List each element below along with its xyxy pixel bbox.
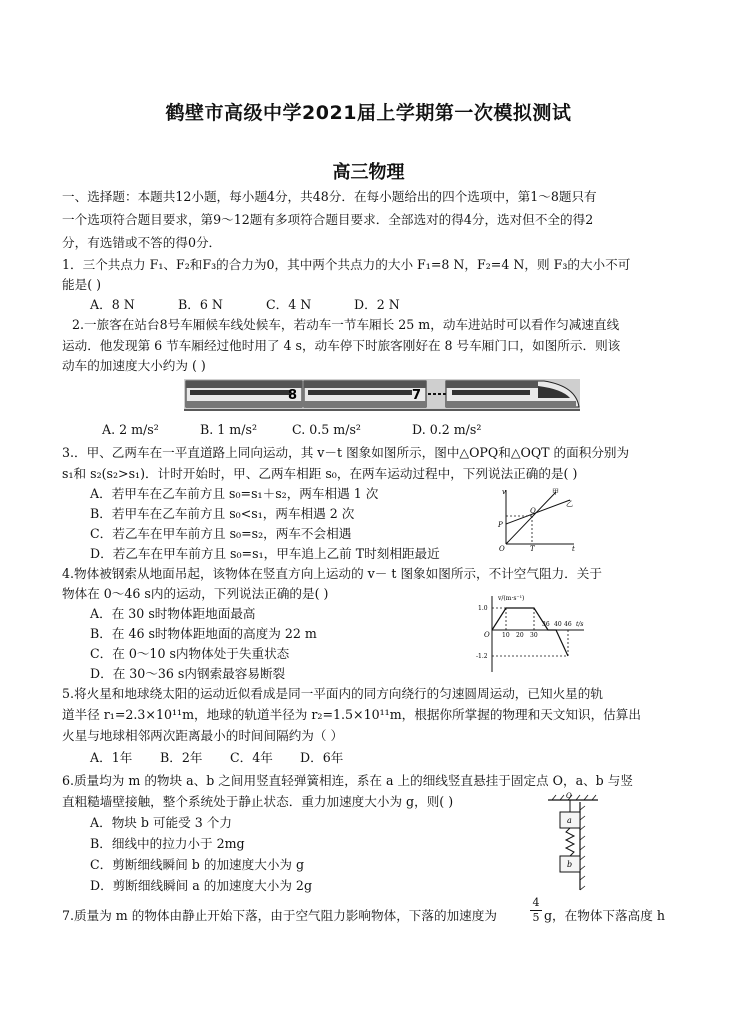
- train-figure: [184, 376, 580, 412]
- q7-line-end: g，在物体下落高度 h: [544, 908, 665, 923]
- q6-line-2: 直粗糙墙壁接触，整个系统处于静止状态．重力加速度大小为 g，则( ): [62, 794, 454, 809]
- q2-options: [102, 420, 512, 440]
- q1-option-b: B．6 N: [178, 297, 223, 312]
- intro-line-1: 一、选择题：本题共12小题，每小题4分，共48分．在每小题给出的四个选项中，第1～8题只有: [62, 189, 597, 204]
- q3-option-c: C．若乙车在甲车前方且 s₀=s₂，两车不会相遇: [90, 526, 352, 541]
- q4-tick-36: 36: [542, 621, 550, 628]
- q2-line-3: 动车的加速度大小约为 ( ): [62, 358, 206, 373]
- q5-line-3: 火星与地球相邻两次距离最小的时间间隔约为（ ）: [62, 728, 344, 743]
- q3-label-yi: 乙: [566, 500, 573, 508]
- q2-line-1: 2.一旅客在站台8号车厢候车线处候车，若动车一节车厢长 25 m，动车进站时可以看作匀减速直线: [72, 317, 620, 332]
- q4-tick-10: 10: [502, 632, 510, 639]
- q3-label-v: v: [502, 488, 506, 496]
- intro-line-3: 分，有选错或不答的得0分．: [62, 235, 222, 250]
- q3-label-t: t: [572, 545, 575, 552]
- q2-option-a: A. 2 m/s²: [102, 422, 159, 437]
- q2-option-d: D. 0.2 m/s²: [412, 422, 482, 437]
- q4-option-d: D．在 30～36 s内钢索最容易断裂: [90, 666, 286, 681]
- q6-label-b: b: [567, 860, 573, 869]
- q1-option-a: A．8 N: [90, 297, 135, 312]
- q4-tick-46: 46: [564, 621, 572, 628]
- train-head-car: [446, 381, 579, 407]
- q3-label-P: P: [498, 521, 503, 529]
- q2-line-2: 运动．他发现第 6 节车厢经过他时用了 4 s，动车停下时旅客刚好在 8 号车厢门口，如图所示．则该: [62, 338, 621, 353]
- car-label-7: 7: [412, 388, 422, 403]
- q6-line-1: 6.质量均为 m 的物块 a、b 之间用竖直轻弹簧相连，系在 a 上的细线竖直悬挂于固定点 O，a、b 与竖: [62, 773, 633, 788]
- q4-label-O: O: [484, 631, 490, 639]
- q1-line-1: 1．三个共点力 F₁、F₂和F₃的合力为0，其中两个共点力的大小 F₁=8 N，F₂=4 N，则 F₃的大小不可: [62, 257, 631, 272]
- q3-label-Q: Q: [530, 507, 536, 515]
- q4-label-axis: v/(m·s⁻¹): [498, 595, 525, 602]
- q6-option-d: D．剪断细线瞬间 a 的加速度大小为 2g: [90, 878, 313, 893]
- q7-line-start: 7.质量为 m 的物体由静止开始下落，由于空气阻力影响物体，下落的加速度为: [62, 908, 497, 923]
- q3-label-T: T: [530, 545, 535, 552]
- q3-line-yi: [506, 500, 570, 524]
- q6-label-a: a: [567, 816, 572, 825]
- q6-label-O: O: [566, 792, 572, 800]
- q3-option-a: A．若甲车在乙车前方且 s₀=s₁＋s₂，两车相遇 1 次: [90, 486, 379, 501]
- q6-option-a: A．物块 b 可能受 3 个力: [90, 815, 232, 830]
- q5-options: [90, 748, 366, 768]
- q4-line-2: 物体在 0～46 s内的运动，下列说法正确的是( ): [62, 586, 329, 601]
- q3-option-b: B．若甲车在乙车前方且 s₀<s₁，两车相遇 2 次: [90, 506, 355, 521]
- q5-option-b: B．2年: [160, 750, 203, 765]
- exam-subtitle: 高三物理: [332, 162, 405, 183]
- q6-ceiling-hatch: [552, 795, 596, 800]
- q4-vt-graph: [476, 592, 588, 676]
- train-car-8: [186, 381, 302, 407]
- q4-label-bottom: -1.2: [476, 653, 488, 660]
- q4-option-a: A．在 30 s时物体距地面最高: [90, 606, 256, 621]
- q6-option-c: C．剪断细线瞬间 b 的加速度大小为 g: [90, 857, 305, 872]
- q3-option-d: D．若乙车在甲车前方且 s₀=s₁，甲车追上乙前 T时刻相距最近: [90, 546, 440, 561]
- q5-line-2: 道半径 r₁=2.3×10¹¹m，地球的轨道半径为 r₂=1.5×10¹¹m，根据你所掌握的物理和天文知识，估算出: [62, 707, 641, 722]
- q3-label-O: O: [499, 545, 505, 552]
- q6-spring: [566, 828, 574, 856]
- q6-option-b: B．细线中的拉力小于 2mg: [90, 836, 245, 851]
- q6-block-figure: [540, 792, 600, 892]
- q4-tick-40: 40: [554, 621, 562, 628]
- q7-fraction-numerator: 4: [532, 896, 540, 909]
- q2-option-b: B. 1 m/s²: [200, 422, 257, 437]
- q5-option-a: A．1年: [90, 750, 133, 765]
- q5-option-d: D．6年: [300, 750, 344, 765]
- q1-option-d: D．2 N: [354, 297, 400, 312]
- q4-tick-20: 20: [516, 632, 524, 639]
- q1-line-2: 能是( ): [62, 277, 102, 292]
- train-car-7: [304, 381, 426, 407]
- q3-line-jia: [506, 492, 556, 544]
- q3-vt-graph: [494, 486, 576, 552]
- q4-option-c: C．在 0～10 s内物体处于失重状态: [90, 646, 290, 661]
- q5-line-1: 5.将火星和地球绕太阳的运动近似看成是同一平面内的同方向绕行的匀速圆周运动，已知火星的轨: [62, 686, 603, 701]
- car-label-8: 8: [288, 388, 298, 403]
- q4-tick-30: 30: [530, 632, 538, 639]
- q4-label-unit: t/s: [576, 621, 584, 628]
- q5-option-c: C．4年: [230, 750, 273, 765]
- q1-options: [90, 295, 438, 315]
- q4-option-b: B．在 46 s时物体距地面的高度为 22 m: [90, 626, 317, 641]
- q4-label-top: 1.0: [478, 605, 488, 612]
- q7-fraction: [530, 897, 542, 924]
- intro-line-2: 一个选项符合题目要求，第9～12题有多项符合题目要求．全部选对的得4分，选对但不全的得2: [62, 212, 594, 227]
- q1-option-c: C．4 N: [266, 297, 312, 312]
- q6-wall-hatch: [580, 806, 585, 890]
- q3-label-jia: 甲: [552, 488, 559, 496]
- q2-option-c: C. 0.5 m/s²: [292, 422, 361, 437]
- q3-line-1: 3.．甲、乙两车在一平直道路上同向运动，其 v－t 图象如图所示，图中△OPQ和△OQT 的面积分别为: [62, 445, 630, 460]
- exam-title: 鹤壁市高级中学2021届上学期第一次模拟测试: [165, 102, 572, 124]
- q7-fraction-denominator: 5: [532, 911, 540, 924]
- q4-line-1: 4.物体被钢索从地面吊起，该物体在竖直方向上运动的 v－ t 图象如图所示，不计空气阻力．关于: [62, 566, 602, 581]
- q3-line-2: s₁和 s₂(s₂>s₁)．计时开始时，甲、乙两车相距 s₀，在两车运动过程中，下列说法正确的是( ): [62, 466, 578, 481]
